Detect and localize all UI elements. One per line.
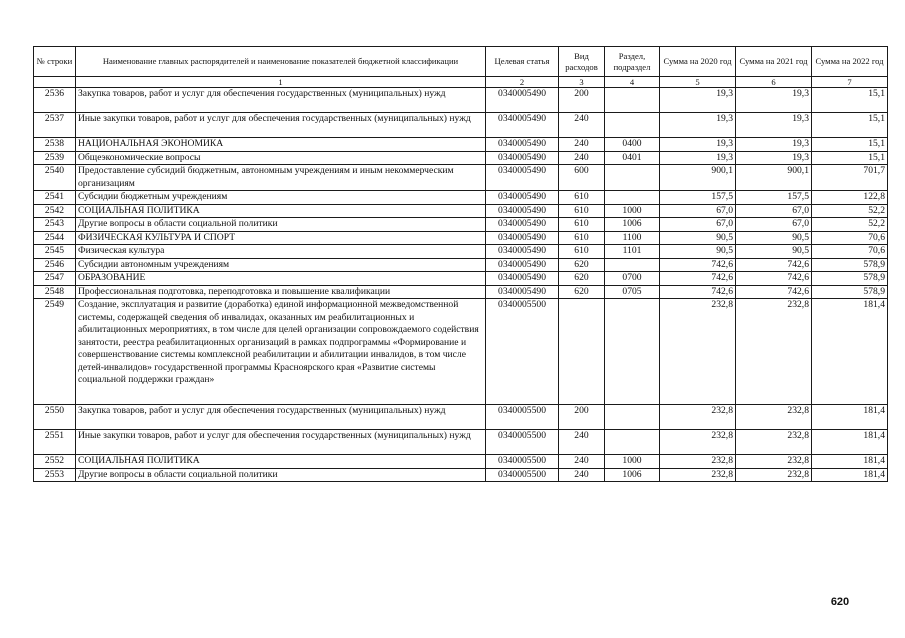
header-section: Раздел, подраздел [605,47,660,77]
section-cell: 0401 [605,151,660,165]
table-row [34,218,888,232]
section-cell [605,191,660,205]
section-cell: 1000 [605,204,660,218]
sum-2022-cell: 15,1 [812,88,888,113]
section-cell [605,113,660,138]
table-row [34,430,888,455]
header-sum-2021: Сумма на 2021 год [736,47,812,77]
row-number-cell: 2538 [34,138,76,152]
header-sum-2022: Сумма на 2022 год [812,47,888,77]
target-article-cell: 0340005490 [486,204,559,218]
sum-2022-cell: 701,7 [812,165,888,191]
row-number-cell: 2550 [34,405,76,430]
expense-type-cell: 240 [559,138,605,152]
expense-type-cell: 240 [559,151,605,165]
section-cell: 0400 [605,138,660,152]
sum-2022-cell: 15,1 [812,113,888,138]
target-article-cell: 0340005490 [486,138,559,152]
sum-2022-cell: 181,4 [812,468,888,482]
row-name-cell: Иные закупки товаров, работ и услуг для обеспечения государственных (муниципальных) нужд [76,430,486,455]
sum-2021-cell: 232,8 [736,455,812,469]
expense-type-cell: 610 [559,245,605,259]
sum-2020-cell: 232,8 [660,468,736,482]
table-row [34,204,888,218]
target-article-cell: 0340005490 [486,165,559,191]
expense-type-cell: 610 [559,204,605,218]
target-article-cell: 0340005490 [486,151,559,165]
table-row [34,113,888,138]
row-name-cell: ФИЗИЧЕСКАЯ КУЛЬТУРА И СПОРТ [76,231,486,245]
column-numbers-row [34,77,888,88]
sum-2021-cell: 157,5 [736,191,812,205]
target-article-cell: 0340005500 [486,405,559,430]
sum-2021-cell: 19,3 [736,151,812,165]
sum-2021-cell: 742,6 [736,285,812,299]
expense-type-cell: 240 [559,430,605,455]
sum-2022-cell: 122,8 [812,191,888,205]
table-row [34,88,888,113]
expense-type-cell: 240 [559,455,605,469]
section-cell [605,165,660,191]
row-number-cell: 2552 [34,455,76,469]
table-row [34,299,888,405]
expense-type-cell [559,299,605,405]
row-name-cell: Субсидии автономным учреждениям [76,258,486,272]
table-row [34,405,888,430]
sum-2021-cell: 67,0 [736,218,812,232]
row-number-cell: 2551 [34,430,76,455]
expense-type-cell: 620 [559,285,605,299]
table-row [34,272,888,286]
expense-type-cell: 240 [559,468,605,482]
expense-type-cell: 610 [559,218,605,232]
row-number-cell: 2549 [34,299,76,405]
table-row [34,285,888,299]
section-cell: 0705 [605,285,660,299]
sum-2022-cell: 578,9 [812,285,888,299]
section-cell [605,258,660,272]
expense-type-cell: 240 [559,113,605,138]
table-row [34,468,888,482]
sum-2020-cell: 232,8 [660,455,736,469]
sum-2021-cell: 742,6 [736,272,812,286]
sum-2021-cell: 232,8 [736,468,812,482]
section-cell: 1101 [605,245,660,259]
row-number-cell: 2543 [34,218,76,232]
row-number-cell: 2553 [34,468,76,482]
row-name-cell: Другие вопросы в области социальной политики [76,468,486,482]
target-article-cell: 0340005490 [486,191,559,205]
sum-2022-cell: 70,6 [812,245,888,259]
budget-table-body [34,88,888,482]
section-cell [605,430,660,455]
target-article-cell: 0340005490 [486,245,559,259]
row-name-cell: ОБРАЗОВАНИЕ [76,272,486,286]
row-number-cell: 2540 [34,165,76,191]
sum-2022-cell: 578,9 [812,272,888,286]
row-name-cell: НАЦИОНАЛЬНАЯ ЭКОНОМИКА [76,138,486,152]
row-name-cell: Физическая культура [76,245,486,259]
row-name-cell: Закупка товаров, работ и услуг для обеспечения государственных (муниципальных) нужд [76,88,486,113]
sum-2022-cell: 578,9 [812,258,888,272]
target-article-cell: 0340005490 [486,88,559,113]
sum-2020-cell: 742,6 [660,272,736,286]
sum-2021-cell: 232,8 [736,430,812,455]
sum-2021-cell: 900,1 [736,165,812,191]
sum-2021-cell: 90,5 [736,231,812,245]
row-number-cell: 2545 [34,245,76,259]
table-row [34,151,888,165]
column-number: 3 [559,77,605,88]
sum-2020-cell: 157,5 [660,191,736,205]
sum-2020-cell: 900,1 [660,165,736,191]
row-name-cell: Субсидии бюджетным учреждениям [76,191,486,205]
section-cell [605,299,660,405]
sum-2020-cell: 19,3 [660,88,736,113]
row-number-cell: 2542 [34,204,76,218]
expense-type-cell: 600 [559,165,605,191]
target-article-cell: 0340005500 [486,468,559,482]
row-number-cell: 2544 [34,231,76,245]
column-number: 7 [812,77,888,88]
row-number-cell: 2539 [34,151,76,165]
target-article-cell: 0340005490 [486,272,559,286]
table-row [34,191,888,205]
sum-2020-cell: 19,3 [660,151,736,165]
page-number: 620 [830,596,850,608]
budget-table-container [33,46,887,482]
column-number: 5 [660,77,736,88]
sum-2022-cell: 181,4 [812,430,888,455]
table-row [34,231,888,245]
table-row [34,258,888,272]
row-number-cell: 2548 [34,285,76,299]
target-article-cell: 0340005500 [486,299,559,405]
table-row [34,455,888,469]
header-name: Наименование главных распорядителей и наименование показателей бюджетной классификации [76,47,486,77]
sum-2021-cell: 67,0 [736,204,812,218]
expense-type-cell: 620 [559,272,605,286]
row-number-cell: 2541 [34,191,76,205]
target-article-cell: 0340005500 [486,455,559,469]
section-cell: 1000 [605,455,660,469]
sum-2021-cell: 19,3 [736,88,812,113]
sum-2021-cell: 19,3 [736,113,812,138]
sum-2021-cell: 232,8 [736,405,812,430]
target-article-cell: 0340005500 [486,430,559,455]
row-number-cell: 2537 [34,113,76,138]
row-name-cell: Закупка товаров, работ и услуг для обеспечения государственных (муниципальных) нужд [76,405,486,430]
sum-2020-cell: 90,5 [660,245,736,259]
row-name-cell: СОЦИАЛЬНАЯ ПОЛИТИКА [76,204,486,218]
budget-table [33,46,888,482]
table-row [34,138,888,152]
sum-2022-cell: 70,6 [812,231,888,245]
sum-2020-cell: 742,6 [660,285,736,299]
sum-2022-cell: 15,1 [812,151,888,165]
column-number: 2 [486,77,559,88]
header-sum-2020: Сумма на 2020 год [660,47,736,77]
column-number: 4 [605,77,660,88]
expense-type-cell: 620 [559,258,605,272]
expense-type-cell: 610 [559,191,605,205]
table-header-row [34,47,888,77]
section-cell: 0700 [605,272,660,286]
table-row [34,245,888,259]
column-number: 1 [76,77,486,88]
column-number [34,77,76,88]
sum-2020-cell: 90,5 [660,231,736,245]
sum-2020-cell: 67,0 [660,218,736,232]
column-number: 6 [736,77,812,88]
row-name-cell: Иные закупки товаров, работ и услуг для обеспечения государственных (муниципальных) нужд [76,113,486,138]
sum-2022-cell: 52,2 [812,218,888,232]
expense-type-cell: 200 [559,405,605,430]
section-cell [605,405,660,430]
target-article-cell: 0340005490 [486,285,559,299]
row-name-cell: Профессиональная подготовка, переподготовка и повышение квалификации [76,285,486,299]
section-cell [605,88,660,113]
row-name-cell: Создание, эксплуатация и развитие (доработка) единой информационной межведомственной системы, содержащей сведения об инвалидах, оказанных им реабилитационных и абилитационных мероприятиях, в том числе для целей организации сопровождаемого содействия занятости, реестра реабилитационных организаций в рамках подпрограммы «Формирование и совершенствование системы комплексной реабилитации и абилитации инвалидов, в том числе детей-инвалидов» государственной программы Красноярского края «Развитие системы социальной поддержки граждан» [76,299,486,405]
sum-2022-cell: 52,2 [812,204,888,218]
sum-2021-cell: 90,5 [736,245,812,259]
sum-2022-cell: 15,1 [812,138,888,152]
row-number-cell: 2546 [34,258,76,272]
sum-2020-cell: 67,0 [660,204,736,218]
sum-2020-cell: 232,8 [660,430,736,455]
expense-type-cell: 610 [559,231,605,245]
sum-2021-cell: 19,3 [736,138,812,152]
row-name-cell: Другие вопросы в области социальной политики [76,218,486,232]
expense-type-cell: 200 [559,88,605,113]
sum-2020-cell: 19,3 [660,113,736,138]
target-article-cell: 0340005490 [486,258,559,272]
header-row-number: № строки [34,47,76,77]
sum-2020-cell: 232,8 [660,405,736,430]
sum-2020-cell: 19,3 [660,138,736,152]
header-target-article: Целевая статья [486,47,559,77]
target-article-cell: 0340005490 [486,113,559,138]
section-cell: 1100 [605,231,660,245]
sum-2022-cell: 181,4 [812,455,888,469]
sum-2020-cell: 232,8 [660,299,736,405]
table-row [34,165,888,191]
sum-2022-cell: 181,4 [812,405,888,430]
row-name-cell: СОЦИАЛЬНАЯ ПОЛИТИКА [76,455,486,469]
sum-2020-cell: 742,6 [660,258,736,272]
target-article-cell: 0340005490 [486,231,559,245]
row-name-cell: Предоставление субсидий бюджетным, автономным учреждениям и иным некоммерческим организациям [76,165,486,191]
row-number-cell: 2547 [34,272,76,286]
row-number-cell: 2536 [34,88,76,113]
target-article-cell: 0340005490 [486,218,559,232]
section-cell: 1006 [605,218,660,232]
sum-2021-cell: 232,8 [736,299,812,405]
section-cell: 1006 [605,468,660,482]
sum-2022-cell: 181,4 [812,299,888,405]
header-expense-type: Вид расходов [559,47,605,77]
row-name-cell: Общеэкономические вопросы [76,151,486,165]
sum-2021-cell: 742,6 [736,258,812,272]
